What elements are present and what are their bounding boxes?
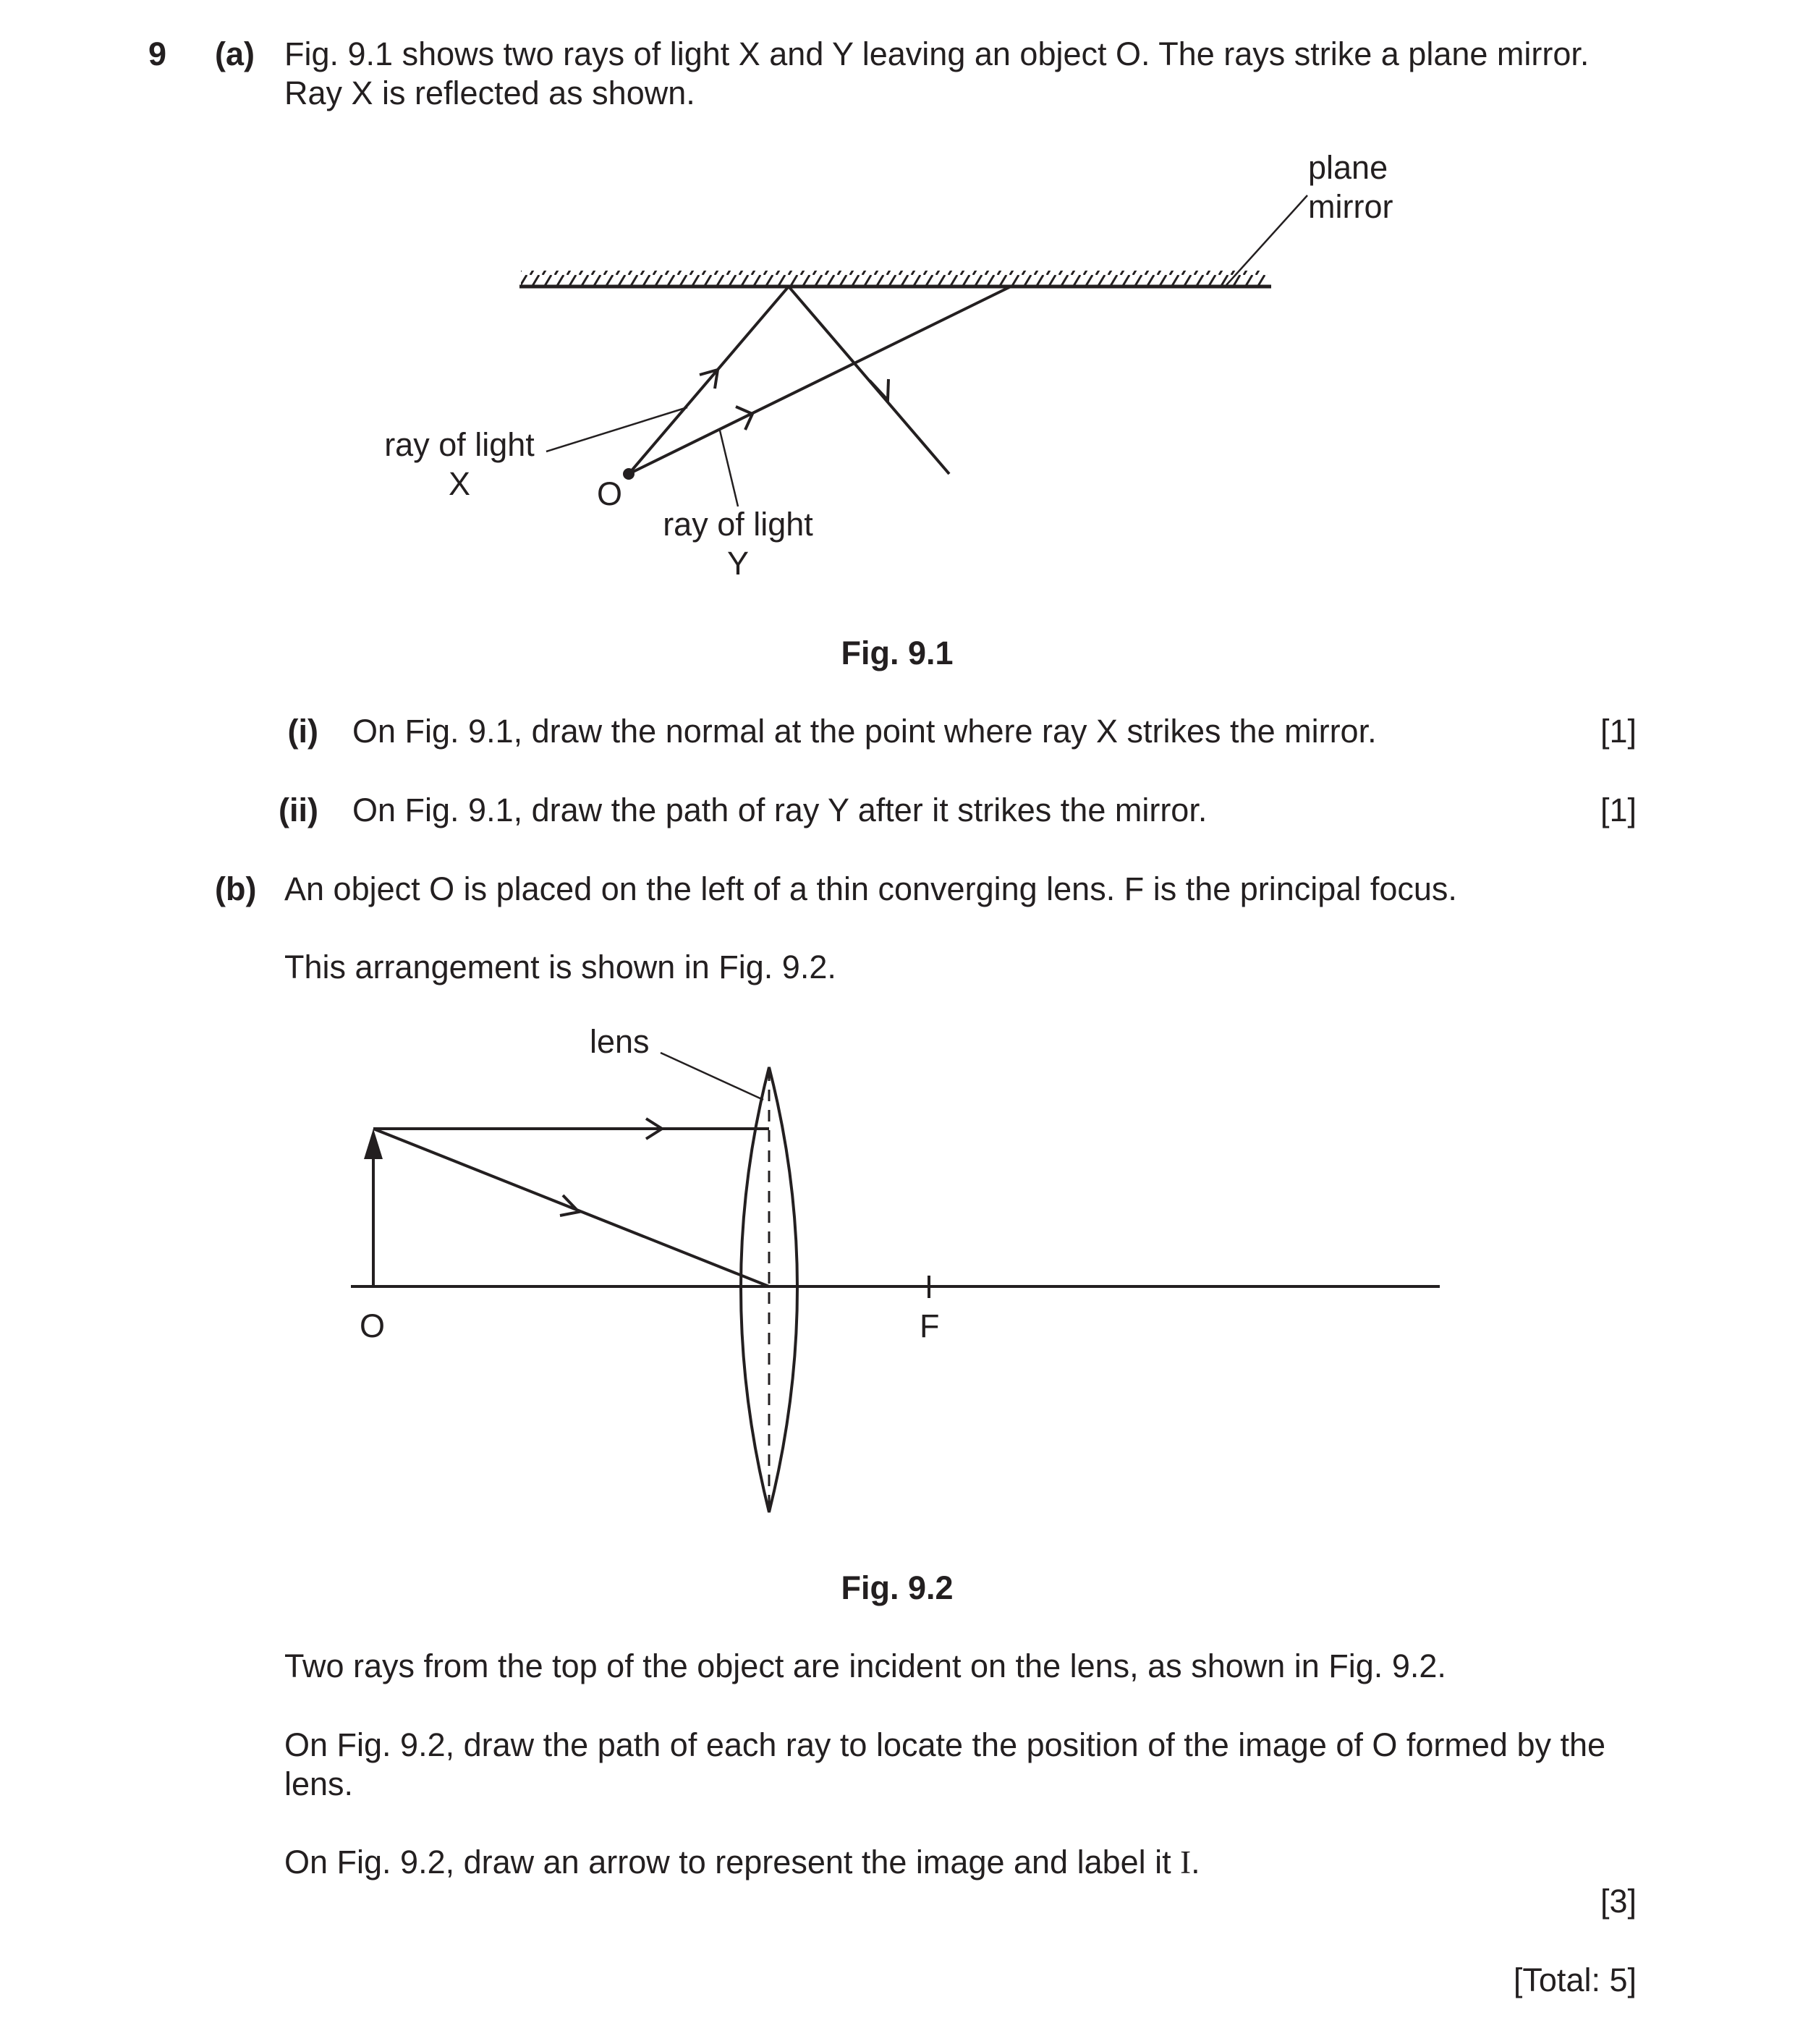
- ray-y-label-line1: ray of light: [663, 506, 813, 543]
- ray-x-label-line1: ray of light: [384, 426, 535, 463]
- object-label-fig2: O: [360, 1307, 386, 1344]
- sub-ii-marks: [1]: [1600, 792, 1637, 828]
- sub-ii-text: On Fig. 9.1, draw the path of ray Y after it strikes the mirror.: [352, 792, 1208, 828]
- incident-rays: [373, 1119, 769, 1286]
- ray-y-label-line2: Y: [726, 545, 749, 582]
- part-b-para3-suffix: .: [1191, 1844, 1200, 1880]
- fig-9-1-caption: Fig. 9.1: [841, 635, 954, 671]
- part-a-text-line2: Ray X is reflected as shown.: [284, 75, 695, 111]
- image-symbol: I: [1180, 1844, 1192, 1880]
- sub-ii-label: (ii): [279, 792, 318, 828]
- mirror-label-line2: mirror: [1308, 188, 1393, 225]
- fig-9-2-caption: Fig. 9.2: [841, 1569, 954, 1606]
- part-b-para3: [284, 1843, 1200, 1882]
- object-arrow: [364, 1129, 383, 1286]
- sub-i-text: On Fig. 9.1, draw the normal at the point where ray X strikes the mirror.: [352, 713, 1377, 750]
- part-b-para3-prefix: On Fig. 9.2, draw an arrow to represent the image and label it: [284, 1844, 1181, 1880]
- part-a-label: (a): [215, 35, 255, 72]
- lens-label: lens: [590, 1023, 650, 1060]
- part-b-marks: [3]: [1600, 1883, 1637, 1920]
- part-b-text-line2: This arrangement is shown in Fig. 9.2.: [284, 949, 836, 985]
- part-b-para1: Two rays from the top of the object are incident on the lens, as shown in Fig. 9.2.: [284, 1648, 1446, 1684]
- ray-x-label-line2: X: [448, 465, 470, 502]
- sub-i-marks: [1]: [1600, 713, 1637, 750]
- total-marks: [Total: 5]: [1513, 1962, 1637, 1998]
- question-number: 9: [148, 35, 167, 72]
- part-b-text-line1: An object O is placed on the left of a thin converging lens. F is the principal focus.: [284, 870, 1457, 907]
- part-a-text-line1: Fig. 9.1 shows two rays of light X and Y leaving an object O. The rays strike a plane mirror.: [284, 35, 1590, 72]
- object-label-fig1: O: [597, 475, 623, 512]
- sub-i-label: (i): [287, 713, 318, 750]
- part-b-para2-line2: lens.: [284, 1765, 354, 1802]
- focus-label: F: [920, 1307, 940, 1344]
- part-b-label: (b): [215, 870, 257, 907]
- part-b-para2-line1: On Fig. 9.2, draw the path of each ray to locate the position of the image of O formed by the: [284, 1726, 1606, 1763]
- mirror-label-line1: plane: [1308, 149, 1388, 186]
- central-ray: [373, 1129, 769, 1286]
- converging-lens: [741, 1067, 797, 1512]
- lens-label-leader: [661, 1053, 763, 1100]
